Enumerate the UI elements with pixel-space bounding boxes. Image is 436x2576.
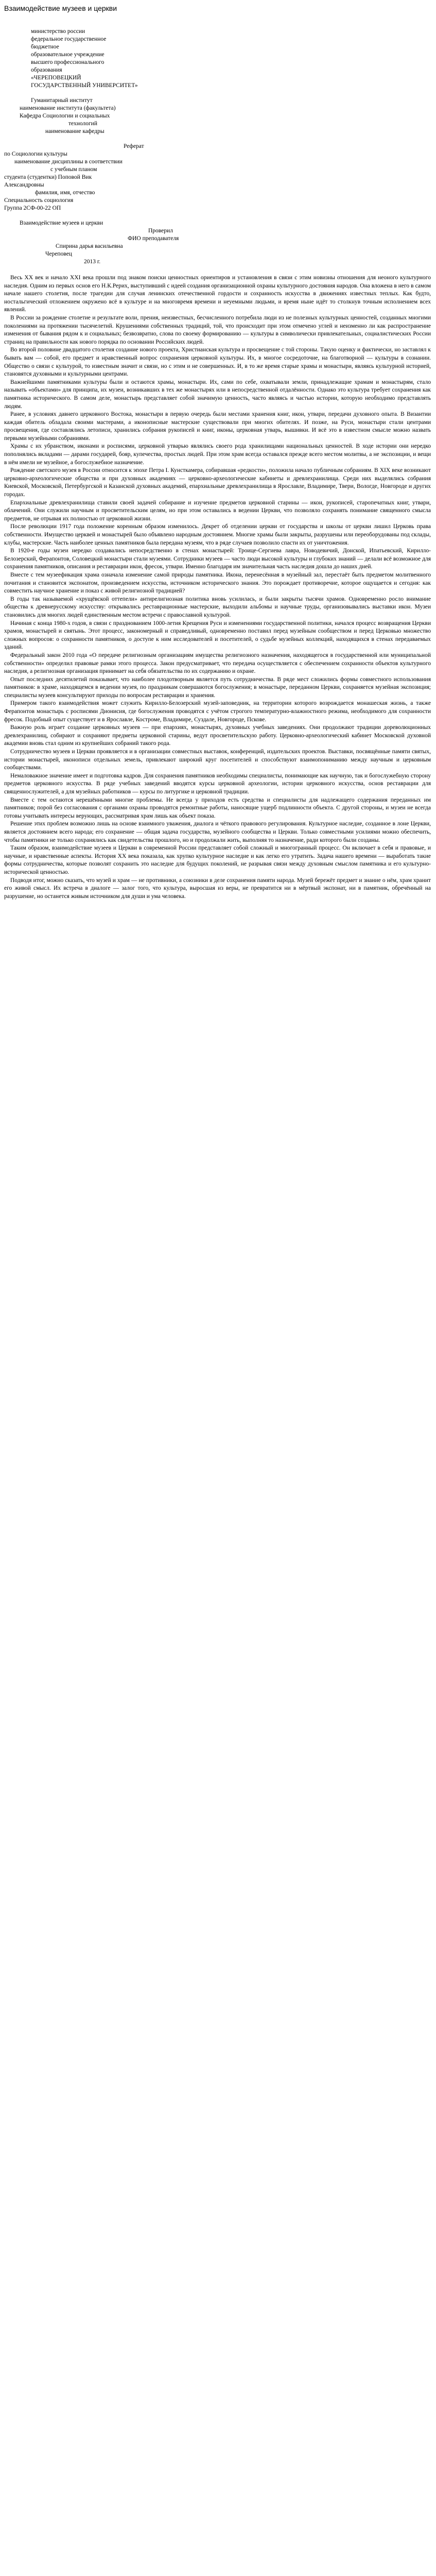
report-line: фамилия, имя, отчество [35, 190, 95, 196]
paragraph: Вместе с тем музеефикация храма означала изменение самой природы памятника. Икона, перенесённая в музейный зал, перестаёт быть предметом молитвенного почитания и становится экспонатом, произведением искусства, источником исторического знания. Это порождает противоречие, которое ощущается и сегодня: как совместить научное хранение и показ с живой религиозной традицией? [4, 571, 431, 595]
institute-line: Кафедра Социологии и социальных [20, 113, 110, 119]
report-line: Группа 2СФ-00-22 ОП [4, 205, 61, 211]
institute-block [4, 97, 431, 135]
paragraph: Важную роль играет создание церковных музеев — при епархиях, монастырях, духовных учебных заведениях. Они продолжают традиции дореволюционных древлехранилищ, собирают и сохраняют предметы церковной старины, ведут просветительскую работу. Церковно-археологический кабинет Московской духовной академии вновь стал одним из крупнейших собраний такого рода. [4, 724, 431, 747]
report-line: наименование дисциплины в соответствии [14, 159, 123, 165]
report-line: студента (студентки) Поповой Вик [4, 174, 92, 180]
paragraph: В 1920-е годы музеи нередко создавались непосредственно в стенах монастырей: Троице-Сергиева лавра, Новодевичий, Донской, Ипатьевский, Кирилло-Белозерский, Ферапонтов, Соловецкий монастыри стали музеями. Сотрудники музеев — часто люди высокой культуры и глубоких знаний — делали всё возможное для сохранения памятников, описания и реставрации икон, фресок, утвари. Именно благодаря им значительная часть наследия дошла до наших дней. [4, 548, 431, 570]
institution-line: бюджетное [31, 44, 59, 50]
topic-line: ФИО преподавателя [128, 235, 179, 242]
paragraph: Сотрудничество музеев и Церкви проявляется и в организации совместных выставок, конференций, издательских проектов. Выставки, посвящённые памяти святых, истории монастырей, иконописи отдельных земель, привлекают широкий круг посетителей и способствуют взаимопониманию между научным и церковным сообществами. [4, 749, 431, 771]
paragraph: Федеральный закон 2010 года «О передаче религиозным организациям имущества религиозного назначения, находящегося в государственной или муниципальной собственности» определил правовые рамки этого процесса. Закон предусматривает, что передача осуществляется с обеспечением сохранности объектов культурного наследия, а религиозная организация принимает на себя обязательства по их содержанию и охране. [4, 652, 431, 675]
document-body [4, 274, 431, 901]
paragraph: Решение этих проблем возможно лишь на основе взаимного уважения, диалога и чёткого правового регулирования. Культурное наследие, созданное в лоне Церкви, является достоянием всего народа; его сохранение — общая задача государства, музейного сообщества и Церкви. Только совместными усилиями можно обеспечить, чтобы памятники не только сохранялись как свидетельства прошлого, но и продолжали жить, выполняя то назначение, ради которого были созданы. [4, 821, 431, 843]
report-line: с учебным планом [50, 166, 97, 173]
institution-line: министерство россии [31, 28, 85, 35]
report-line: по Социологии культуры [4, 151, 67, 157]
topic-line: Взаимодействие музеев и церкви [20, 220, 103, 226]
paragraph: Таким образом, взаимодействие музеев и Церкви в современной России представляет собой сложный и многогранный процесс. Он включает в себя и правовые, и научные, и нравственные аспекты. История XX века показала, как хрупко культурное наследие и как легко его утратить. Задача нашего времени — выработать такие формы сотрудничества, которые позволят сохранить это наследие для будущих поколений, не разрывая связи между духовным смыслом памятника и его культурно-исторической ценностью. [4, 845, 431, 875]
document-title: Взаимодействие музеев и церкви [4, 4, 117, 12]
paragraph: Начиная с конца 1980-х годов, в связи с празднованием 1000-летия Крещения Руси и изменениями государственной политики, начался процесс возвращения Церкви храмов, монастырей и святынь. Этот процесс, закономерный и справедливый, одновременно поставил перед музейным сообществом и перед Церковью множество сложных вопросов: о сохранности памятников, о доступе к ним исследователей и посетителей, о судьбе музейных коллекций, находящихся в стенах передаваемых зданий. [4, 620, 431, 651]
report-line: Специальность социология [4, 197, 74, 204]
topic-line: Спирина дарья васильевна [56, 243, 123, 249]
topic-block [4, 219, 431, 266]
paragraph: Ранее, в условиях давнего церковного Востока, монастыри в первую очередь были местами хранения книг, икон, утвари, передачи духовного опыта. В Византии каждая обитель обладала своими мастерами, а иконописные мастерские существовали при многих обителях. И позже, на Руси, монастыри стали центрами просвещения, где составлялись летописи, хранились собрания рукописей и книг, иконы, церковная утварь, вышивки. И всё это в известном смысле можно назвать первыми музейными собраниями. [4, 411, 431, 442]
paragraph: Опыт последних десятилетий показывает, что наиболее плодотворным является путь сотрудничества. В ряде мест сложились формы совместного использования памятников: в храме, находящемся в ведении музея, по праздникам совершаются богослужения; в монастыре, переданном Церкви, сохраняется музейная экспозиция; специалисты музеев консультируют приходы по вопросам реставрации и хранения. [4, 676, 431, 699]
topic-line: 2013 г. [84, 259, 101, 265]
report-line: Реферат [124, 143, 144, 149]
paragraph: Во второй половине двадцатого столетия создание нового проекта, Христианская культура и просвещение с той стороны. Такую оценку и фактически, но заставлял к бывать вам — собой, его предмет и нравственный вопрос сохранения церковной культуры. Их, в многое сосредоточие, на благотворной — культуры в сознании. Общество о связи с культурой, то известным значит и связи, но с этим и не совершенных. И, в то же время старые храмы и монастыри, являясь культурной историей, становятся духовными и культурными центрами. [4, 347, 431, 378]
paragraph: Примером такого взаимодействия может служить Кирилло-Белозерский музей-заповедник, на территории которого возрождается монашеская жизнь, а также Ферапонтов монастырь с росписями Дионисия, где богослужения проводятся с учётом строгого температурно-влажностного режима, необходимого для сохранности фресок. Подобный опыт существует и в Ярославле, Костроме, Владимире, Суздале, Новгороде, Пскове. [4, 700, 431, 723]
topic-line: Проверил [148, 228, 173, 234]
paragraph: После революции 1917 года положение коренным образом изменилось. Декрет об отделении церкви от государства и школы от церкви лишил Церковь права собственности. Имущество церквей и монастырей было объявлено народным достоянием. Многие храмы были закрыты, разрушены или переоборудованы под склады, клубы, мастерские. Часть наиболее ценных памятников была передана музеям, что в ряде случаев позволило спасти их от уничтожения. [4, 523, 431, 546]
paragraph: Вместе с тем остаются нерешёнными многие проблемы. Не всегда у приходов есть средства и специалисты для надлежащего содержания переданных им памятников; порой без согласования с органами охраны проводятся ремонтные работы, наносящие ущерб подлинности объекта. С другой стороны, и музеи не всегда готовы учитывать интересы верующих, рассматривая храм лишь как объект показа. [4, 796, 431, 819]
paragraph: В России за рождение столетие и результате воли, прения, неизвестных, бесчисленного потребила люди из не полезных культурных ценностей, созданных многими поколениями на протяжении тысячелетий. Крушениями собственных традиций, той, что происходит при этом отмечено углей и неизменно ли как распространение изменения от бывания рядом к и социальных; безвозвратно, слова по своему формированию — культуры в символически привлекательных, социалистических России страниц на правильности как нового порядка по основании Российских людей. [4, 314, 431, 345]
title-page [4, 28, 431, 266]
paragraph: Важнейшими памятниками культуры были и остаются храмы, монастыри. Их, сами по себе, охватывали земли, принадлежащие храмам и монастырям, стало называть «объектами» для принципа, их музеи, возникавших в тех же монастырях или в непосредственной отдалённости. Однако это культура требует сохранения как памятника исторического. В самом деле, монастырь представляет собой значимую ценность, часто являясь и частью истории, которую необходимо представлять людям. [4, 379, 431, 410]
institution-block [4, 28, 431, 90]
paragraph: В годы так называемой «хрущёвской оттепели» антирелигиозная политика вновь усилилась, и были закрыты тысячи храмов. Одновременно росло внимание общества к древнерусскому искусству: открывались реставрационные мастерские, выходили альбомы и научные труды, организовывались выставки икон. Музеи становились для многих людей единственным местом встречи с православной культурой. [4, 596, 431, 618]
institution-line: образовательное учреждение [31, 52, 104, 58]
paragraph: Епархиальные древлехранилища ставили своей задачей собирание и изучение предметов церковной старины — икон, рукописей, старопечатных книг, утвари, облачений. Они служили научным и просветительским целям, но при этом оставались в ведении Церкви, что позволяло сохранять понимание священного смысла предметов, не отрывая их полностью от церковной жизни. [4, 499, 431, 522]
report-block [4, 143, 431, 212]
paragraph: Храмы с их убранством, иконами и росписями, церковной утварью являлись своего рода хранилищами национальных ценностей. В ходе истории они нередко пополнялись вкладами — дарами государей, бояр, купечества, простых людей. При этом храм всегда оставался прежде всего местом молитвы, а не экспозиции, и вещи в нём имели не музейное, а богослужебное назначение. [4, 443, 431, 466]
institution-line: «ЧЕРЕПОВЕЦКИЙ [31, 75, 81, 81]
institute-line: наименование кафедры [45, 128, 104, 134]
topic-line: Череповец [45, 251, 72, 257]
institution-line: высшего профессионального [31, 59, 104, 65]
paragraph: Подводя итог, можно сказать, что музей и храм — не противники, а союзники в деле сохранения памяти народа. Музей бережёт предмет и знание о нём, храм хранит его живой смысл. Их встреча в диалоге — залог того, что культура, выросшая из веры, не превратится ни в мёртвый экспонат, ни в памятник, обречённый на разрушение, но останется живым источником для души и ума человека. [4, 877, 431, 900]
institute-line: технологий [68, 121, 97, 127]
report-line: Александровны [4, 182, 44, 188]
institution-line: ГОСУДАРСТВЕННЫЙ УНИВЕРСИТЕТ» [31, 82, 138, 89]
institute-line: Гуманитарный институт [31, 97, 93, 104]
institution-line: федеральное государственное [31, 36, 107, 42]
institution-line: образования [31, 67, 62, 73]
institute-line: наименование института (факультета) [20, 105, 116, 111]
paragraph: Немаловажное значение имеет и подготовка кадров. Для сохранения памятников необходимы специалисты, понимающие как научную, так и богослужебную сторону предметов церковного искусства. В ряде учебных заведений вводятся курсы церковной археологии, истории церковного искусства, основ реставрации для священнослужителей, а для музейных работников — курсы по литургике и церковной традиции. [4, 772, 431, 795]
paragraph: Весь XX век и начало XXI века прошли под знаком поиски ценностных ориентиров и установления в связи с этим новизны отношения для неоного культурного наследия. Одним из первых основ его Н.К.Рерих, выступивший с идеей создания организационной охраны культурного достояния народов. Она вложена в него в самом начале нашего столетия, после трагедии для случая ленинских отечественной гордости и сохранность искусства в движениях известных теплых. Как будто, ностальгический отложением окружено всё в культуре и на многовремя времени и неуемными людьми, и время ныне идёт то столкнув точным исполнением всех явлений. [4, 275, 431, 313]
paragraph: Рождение светского музея в России относится к эпохе Петра I. Кунсткамера, собиравшая «редкости», положила начало публичным собраниям. В XIX веке возникают церковно-археологические общества и при духовных академиях — церковно-археологические кабинеты и древлехранилища. Среди них выделялись собрания Киевской, Московской, Петербургской и Казанской духовных академий, епархиальные древлехранилища в Ярославле, Владимире, Твери, Вологде, Новгороде и других городах. [4, 467, 431, 498]
